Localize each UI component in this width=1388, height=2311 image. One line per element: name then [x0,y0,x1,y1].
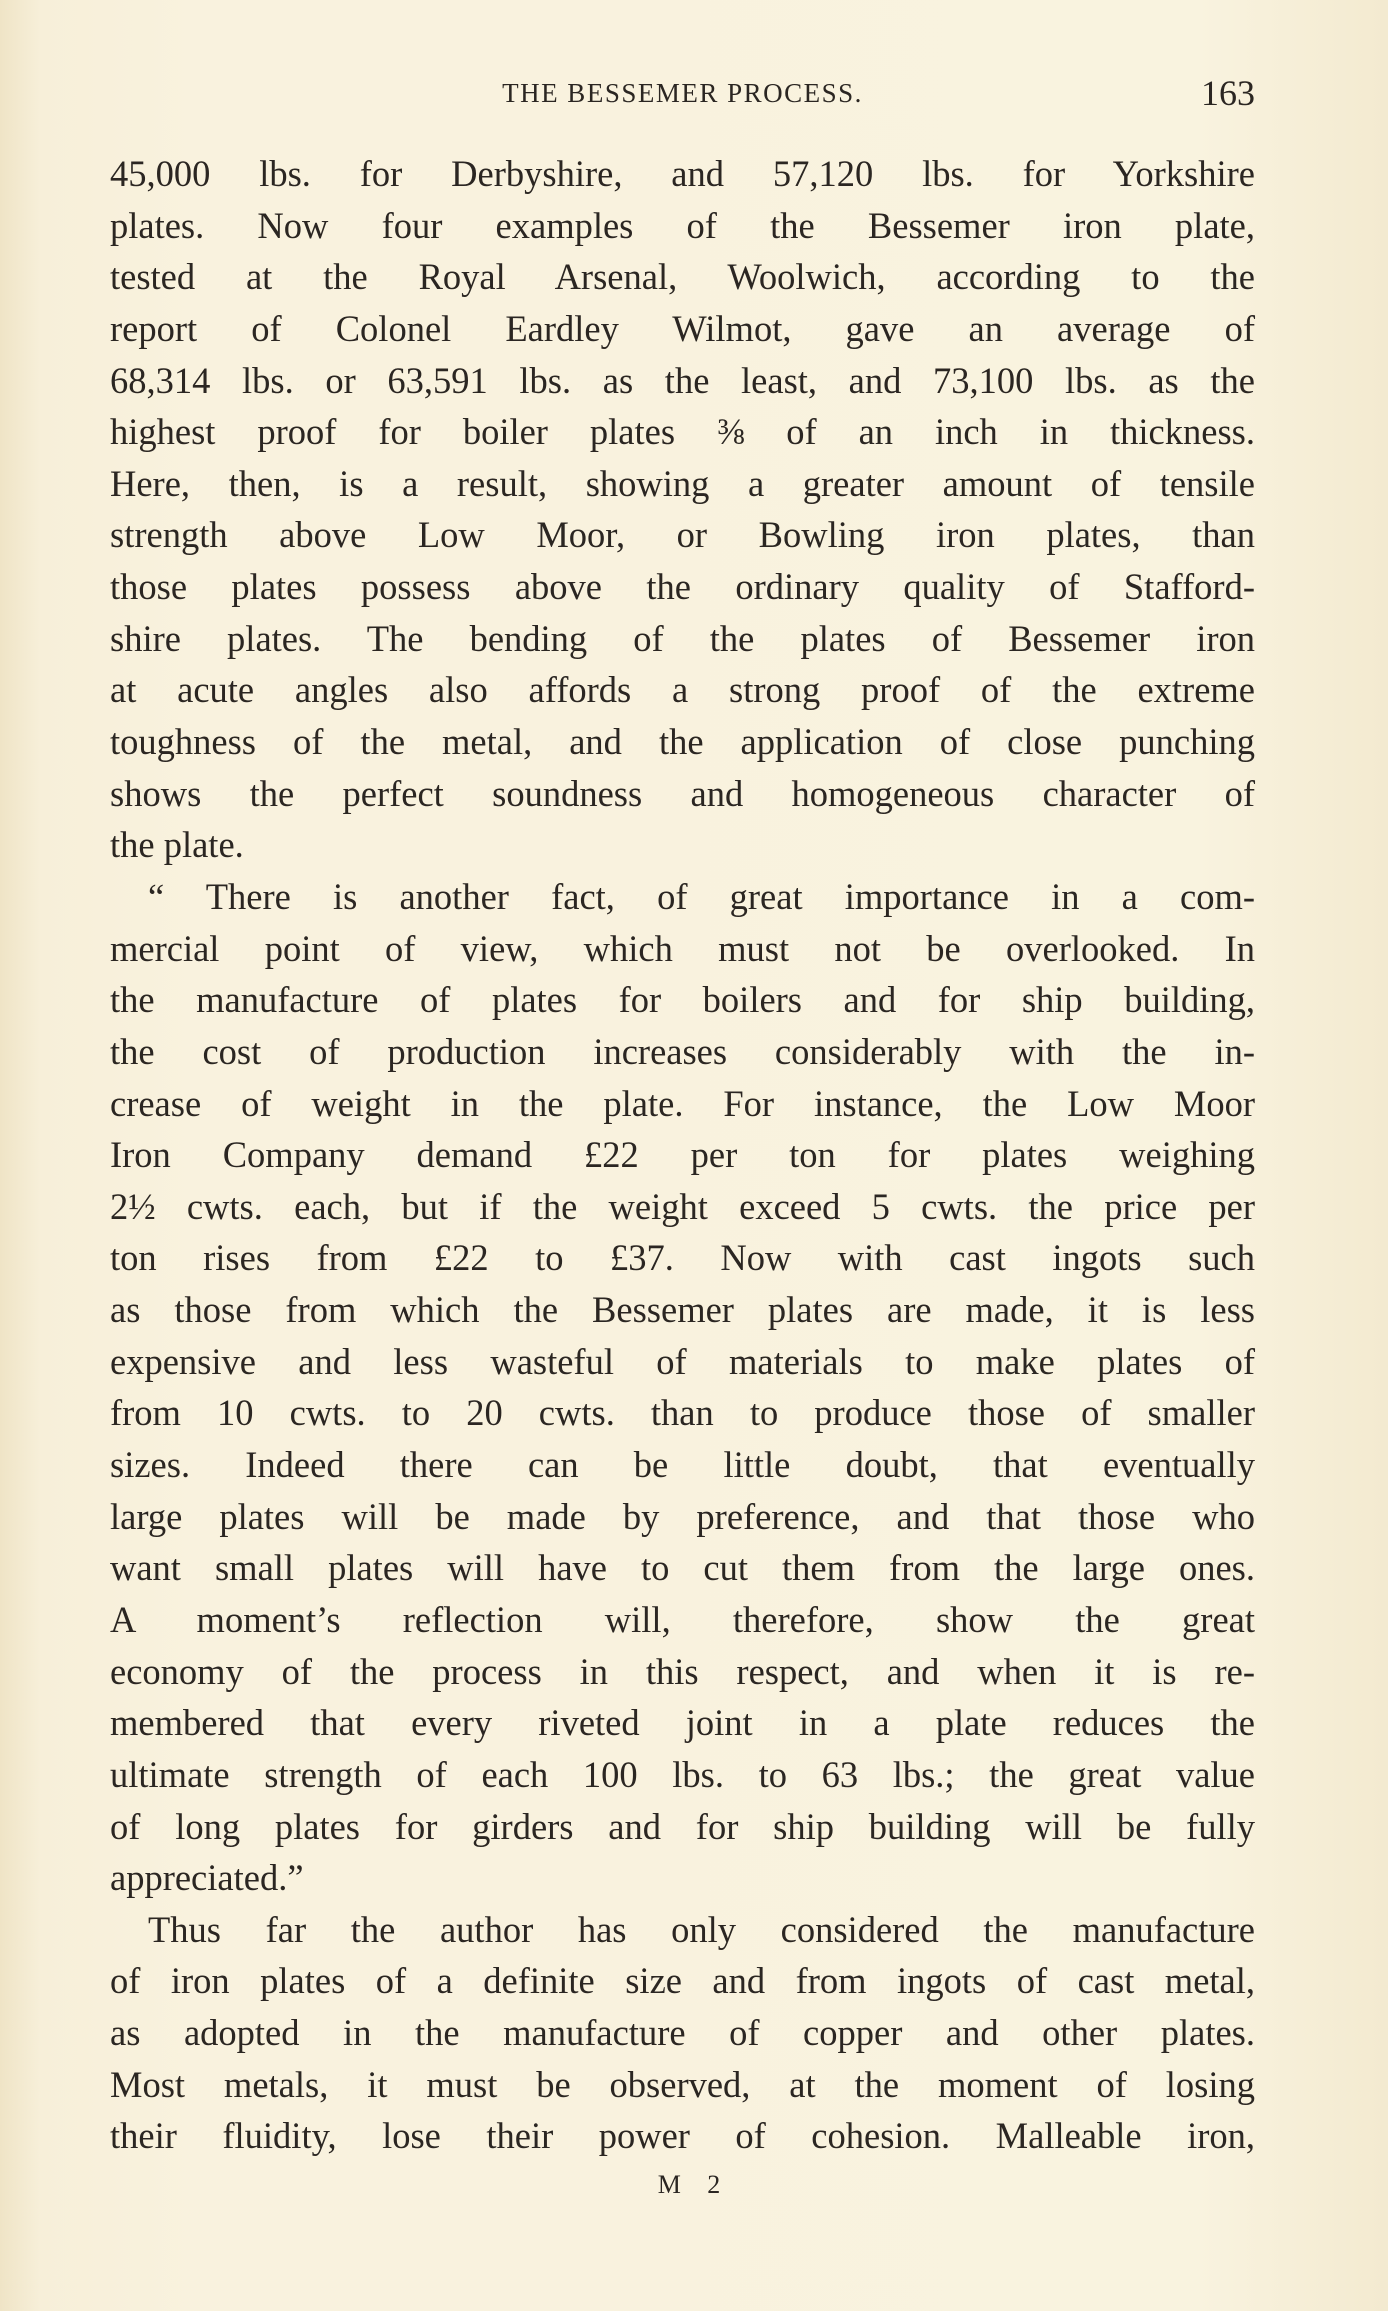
text-line: 68,314 lbs. or 63,591 lbs. as the least, and 73,100 lbs. as the [110,359,1255,401]
text-line: Here, then, is a result, showing a greater amount of tensile [110,462,1255,504]
text-line: mercial point of view, which must not be overlooked. In [110,927,1255,969]
text-line: ton rises from £22 to £37. Now with cast ingots such [110,1237,1255,1279]
text-line: sizes. Indeed there can be little doubt, that eventually [110,1444,1255,1486]
text-line: as adopted in the manufacture of copper and other plates. [110,2012,1255,2054]
text-line: want small plates will have to cut them from the large ones. [110,1547,1255,1589]
text-line: of long plates for girders and for ship building will be fully [110,1805,1255,1847]
page-number: 163 [1201,73,1255,113]
text-line: the plate. [110,824,244,866]
text-line: A moment’s reflection will, therefore, show the great [110,1598,1255,1640]
text-line: shows the perfect soundness and homogeneous character of [110,772,1255,814]
text-line: highest proof for boiler plates ⅜ of an inch in thickness. [110,411,1255,453]
text-line: crease of weight in the plate. For instance, the Low Moor [110,1082,1255,1124]
text-line: plates. Now four examples of the Bessemer iron plate, [110,204,1255,246]
text-line: from 10 cwts. to 20 cwts. than to produce those of smaller [110,1392,1255,1434]
text-line: expensive and less wasteful of materials to make plates of [110,1340,1255,1382]
text-line: economy of the process in this respect, and when it is re- [110,1650,1255,1692]
text-line: Iron Company demand £22 per ton for plates weighing [110,1134,1255,1176]
text-line: large plates will be made by preference, and that those who [110,1495,1255,1537]
text-line: as those from which the Bessemer plates are made, it is less [110,1289,1255,1331]
running-title: THE BESSEMER PROCESS. [502,78,863,108]
page-header [110,72,1255,112]
text-line: toughness of the metal, and the application of close punching [110,721,1255,763]
text-line: Most metals, it must be observed, at the moment of losing [110,2063,1255,2105]
text-line: the cost of production increases considerably with the in- [110,1030,1255,1072]
text-line: 45,000 lbs. for Derbyshire, and 57,120 lbs. for Yorkshire [110,153,1255,194]
text-line: “ There is another fact, of great importance in a com- [148,875,1255,917]
text-line: at acute angles also affords a strong proof of the extreme [110,669,1255,711]
text-line: shire plates. The bending of the plates of Bessemer iron [110,617,1255,659]
text-line: appreciated.” [110,1857,304,1899]
text-line: strength above Low Moor, or Bowling iron plates, than [110,514,1255,556]
text-line: report of Colonel Eardley Wilmot, gave an average of [110,307,1255,349]
text-line: 2½ cwts. each, but if the weight exceed 5 cwts. the price per [110,1185,1255,1227]
text-line: the manufacture of plates for boilers and for ship building, [110,979,1255,1021]
text-line: of iron plates of a definite size and from ingots of cast metal, [110,1960,1255,2002]
text-line: membered that every riveted joint in a plate reduces the [110,1702,1255,1744]
text-line: those plates possess above the ordinary quality of Stafford- [110,566,1255,608]
text-line: ultimate strength of each 100 lbs. to 63 lbs.; the great value [110,1753,1255,1795]
text-line: their fluidity, lose their power of cohesion. Malleable iron, [110,2115,1255,2157]
text-line: Thus far the author has only considered the manufacture [148,1908,1255,1950]
body-text [110,148,1255,2162]
text-line: tested at the Royal Arsenal, Woolwich, according to the [110,256,1255,298]
signature-mark: M 2 [657,2170,731,2199]
